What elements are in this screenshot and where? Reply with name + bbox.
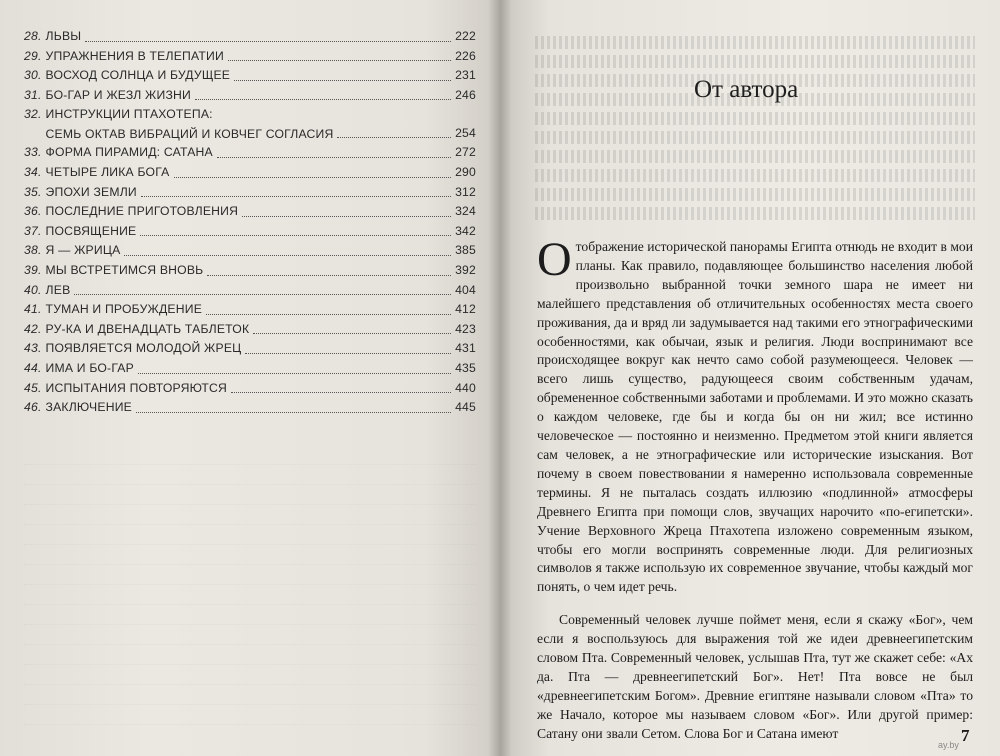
toc-entry-title: ПОЯВЛЯЕТСЯ МОЛОДОЙ ЖРЕЦ [45, 341, 242, 356]
toc-entry-number: 33. [24, 145, 42, 160]
toc-entry-page: 385 [455, 243, 476, 258]
toc-entry-title: ЛЬВЫ [45, 29, 82, 43]
show-through-text [24, 448, 476, 728]
toc-entry-page: 392 [455, 262, 476, 277]
toc-entry-title: ЭПОХИ ЗЕМЛИ [45, 184, 137, 199]
toc-entry-title: ИСПЫТАНИЯ ПОВТОРЯЮТСЯ [45, 380, 228, 395]
toc-entry [24, 66, 476, 86]
show-through-text-right [535, 36, 975, 226]
toc-entry [24, 379, 476, 399]
toc-leader-dots [242, 216, 451, 217]
toc-entry-number: 28. [24, 29, 42, 43]
toc-entry-title: ВОСХОД СОЛНЦА И БУДУЩЕЕ [45, 68, 231, 83]
toc-entry-title: ЗАКЛЮЧЕНИЕ [45, 400, 132, 415]
toc-entry-page: 445 [455, 400, 476, 415]
toc-leader-dots [207, 275, 451, 276]
toc-entry [24, 143, 476, 163]
toc-leader-dots [234, 80, 451, 81]
body-text [537, 233, 973, 744]
toc-entry-number: 37. [24, 223, 42, 238]
toc-entry [24, 300, 476, 320]
toc-entry-number: 36. [24, 204, 42, 219]
paragraph-1 [537, 233, 973, 597]
toc-leader-dots [174, 177, 452, 178]
toc-entry-page: 404 [455, 282, 476, 297]
toc-entry [24, 320, 476, 340]
toc-entry-page: 226 [455, 48, 476, 63]
toc-entry [24, 86, 476, 106]
toc-entry-title: УПРАЖНЕНИЯ В ТЕЛЕПАТИИ [45, 48, 224, 63]
toc-entry-title: МЫ ВСТРЕТИМСЯ ВНОВЬ [45, 262, 204, 277]
toc-entry-page: 412 [455, 302, 476, 317]
toc-leader-dots [74, 294, 451, 295]
toc-entry [24, 163, 476, 183]
chapter-heading: От автора [694, 76, 799, 103]
paragraph-1-text: тображение исторической панорамы Египта отнюдь не входит в мои планы. Как правило, подавляющее большинство населения любой произвольно выбранной точки земного шара не имеет ни малейшего представления об отличительных особенностях места своего проживания, да и вряд ли задумывается над такими его этнографическими особенностями, как обычаи, язык и религия. Люди воспринимают все происходящее вокруг как нечто само собой разумеющееся. Человек — всего лишь существо, радующееся своим собственным удачам, обремененное собственными заботами и проблемами. И это можно сказать о каждом человеке, где бы и когда бы он ни жил; все истинно человеческое — постоянно и неизменно. Предметом этой книги является сам человек, а не этнографические или исторические изыскания. Вот почему в своем повествовании я намеренно использовала современные термины. Я не пыталась создать иллюзию «подлинной» атмосферы Древнего Египта при помощи слов, звучащих нарочито «по-египетски». Учение Верховного Жреца Птахотепа изложено современным языком, чтобы его могли воспринять современные люди. Для религиозных символов я также использую их современное звучание, чтобы каждый мог понять, о чем идет речь. [537, 239, 973, 595]
toc-entry-number: 39. [24, 262, 42, 277]
toc-entry-title [46, 105, 334, 144]
toc-entry [24, 261, 476, 281]
toc-entry-page: 342 [455, 223, 476, 238]
toc-entry-title: ПОСВЯЩЕНИЕ [45, 223, 137, 238]
toc-entry-number: 32. [24, 107, 42, 122]
toc-leader-dots [124, 255, 451, 256]
toc-leader-dots [228, 60, 451, 61]
toc-leader-dots [217, 157, 451, 158]
toc-entry-number: 43. [24, 341, 42, 356]
toc-entry [24, 281, 476, 301]
toc-entry-number: 42. [24, 321, 42, 336]
toc-entry-title-line2: СЕМЬ ОКТАВ ВИБРАЦИЙ И КОВЧЕГ СОГЛАСИЯ [45, 126, 334, 141]
toc-entry-title: ИМА И БО-ГАР [45, 360, 134, 375]
toc-entry [24, 359, 476, 379]
watermark: ay.by [938, 740, 959, 750]
toc-entry [24, 398, 476, 418]
toc-entry-page: 272 [455, 145, 476, 160]
toc-entry [24, 105, 476, 143]
toc-leader-dots [195, 99, 451, 100]
toc-entry-page: 440 [455, 380, 476, 395]
page-number: 7 [961, 726, 970, 745]
toc-entry-number: 46. [24, 400, 42, 415]
toc-entry-number: 40. [24, 282, 42, 297]
toc-entry-number: 44. [24, 360, 42, 375]
toc-entry-number: 31. [24, 87, 42, 102]
toc-leader-dots [245, 353, 451, 354]
toc-leader-dots [85, 41, 451, 42]
toc-entry-title: ПОСЛЕДНИЕ ПРИГОТОВЛЕНИЯ [45, 204, 239, 219]
paragraph-2: Современный человек лучше поймет меня, если я скажу «Бог», чем если я воспользуюсь для выражения той же идеи древнеегипетским словом Пта. Современный человек, услышав Пта, тут же скажет себе: «Ах да. Пта — древнеегипетский Бог». Нет! Пта вовсе не был «древнеегипетским Богом». Древние египтяне называли словом «Пта» то же Начало, которое мы называем словом «Бог». Или другой пример: Сатану они звали Сетом. Слова Бог и Сатана имеют [537, 612, 973, 741]
book-gutter [488, 0, 512, 756]
toc-entry [24, 183, 476, 203]
toc-entry-title: ЛЕВ [45, 282, 71, 297]
toc-entry-title: ФОРМА ПИРАМИД: САТАНА [45, 145, 213, 160]
toc-entry-page: 423 [455, 321, 476, 336]
toc-entry [24, 27, 476, 47]
toc-leader-dots [136, 412, 451, 413]
toc-entry-title-line1: ИНСТРУКЦИИ ПТАХОТЕПА: [45, 107, 213, 122]
toc-entry [24, 339, 476, 359]
toc-entry-title: РУ-КА И ДВЕНАДЦАТЬ ТАБЛЕТОК [45, 321, 250, 336]
toc-entry-page: 435 [455, 360, 476, 375]
toc-entry-page: 254 [455, 125, 476, 140]
table-of-contents [24, 27, 476, 418]
toc-leader-dots [140, 235, 451, 236]
toc-entry [24, 47, 476, 67]
toc-leader-dots [141, 196, 451, 197]
toc-leader-dots [206, 314, 451, 315]
drop-cap: О [537, 233, 572, 286]
toc-leader-dots [231, 392, 451, 393]
toc-leader-dots [138, 373, 451, 374]
toc-entry-title: ТУМАН И ПРОБУЖДЕНИЕ [45, 302, 203, 317]
toc-entry-number: 41. [24, 302, 42, 317]
toc-entry-page: 222 [455, 29, 476, 43]
toc-entry-page: 431 [455, 341, 476, 356]
toc-entry-page: 312 [455, 184, 476, 199]
toc-entry-page: 290 [455, 164, 476, 179]
toc-entry-page: 231 [455, 68, 476, 83]
toc-entry-number: 45. [24, 380, 42, 395]
toc-entry-number: 29. [24, 48, 42, 63]
toc-entry [24, 241, 476, 261]
toc-entry [24, 222, 476, 242]
toc-entry [24, 202, 476, 222]
toc-leader-dots [253, 333, 451, 334]
toc-entry-number: 35. [24, 184, 42, 199]
toc-entry-number: 30. [24, 68, 42, 83]
toc-entry-title: БО-ГАР И ЖЕЗЛ ЖИЗНИ [45, 87, 191, 102]
toc-entry-number: 34. [24, 164, 42, 179]
toc-entry-page: 324 [455, 204, 476, 219]
toc-entry-number: 38. [24, 243, 42, 258]
toc-entry-title: ЧЕТЫРЕ ЛИКА БОГА [45, 164, 170, 179]
toc-entry-page: 246 [455, 87, 476, 102]
toc-leader-dots [337, 137, 451, 138]
toc-entry-title: Я — ЖРИЦА [45, 243, 121, 258]
